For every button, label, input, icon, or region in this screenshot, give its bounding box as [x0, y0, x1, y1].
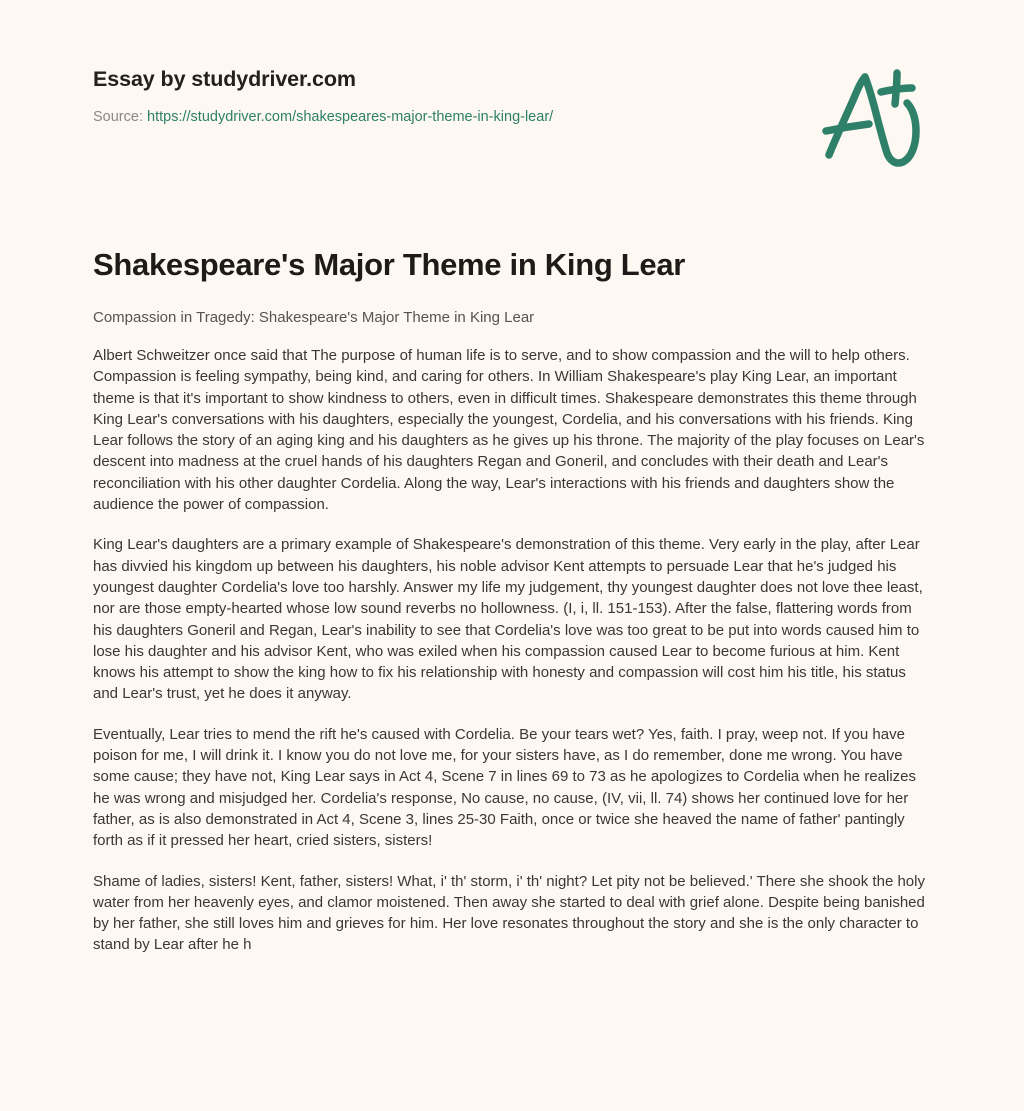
a-plus-logo-icon [812, 58, 930, 170]
article-paragraph: Albert Schweitzer once said that The purpose of human life is to serve, and to show compassion and the will to help others. Compassion is feeling sympathy, being kind, and caring for others. In William Shakespeare's play King Lear, an important theme is that it's important to show kindness to others, even in difficult times. Shakespeare demonstrates this theme through King Lear's conversations with his daughters, especially the youngest, Cordelia, and his conversations with his friends. King Lear follows the story of an aging king and his daughters as he gives up his throne. The majority of the play focuses on Lear's descent into madness at the cruel hands of his daughters Regan and Goneril, and concludes with their death and Lear's reconciliation with his other daughter Cordelia. Along the way, Lear's interactions with his friends and daughters show the audience the power of compassion. [93, 347, 925, 514]
article [93, 246, 933, 956]
brand-title: Essay by studydriver.com [93, 67, 356, 91]
source-line [93, 107, 793, 127]
page-header [0, 0, 1024, 200]
article-subtitle: Compassion in Tragedy: Shakespeare's Major Theme in King Lear [93, 309, 535, 326]
article-paragraph: Shame of ladies, sisters! Kent, father, sisters! What, i' th' storm, i' th' night? Let pity not be believed.' There she shook the holy water from her heavenly eyes, and clamor moistened. Then away she started to deal with grief alone. Despite being banished by her father, she still loves him and grieves for him. Her love resonates throughout the story and she is the only character to stand by Lear after he h [93, 872, 925, 954]
article-paragraph: King Lear's daughters are a primary example of Shakespeare's demonstration of this theme. Very early in the play, after Lear has divvied his kingdom up between his daughters, his noble advisor Kent attempts to persuade Lear that he's judged his youngest daughter Cordelia's love too harshly. Answer my life my judgement, thy youngest daughter does not love thee least, nor are those empty-hearted whose low sound reverbs no hollowness. (I, i, ll. 151-153). After the false, flattering words from his daughters Goneril and Regan, Lear's inability to see that Cordelia's love was too great to be put into words caused him to lose his daughter and his advisor Kent, who was exiled when his compassion caused Lear to become furious at him. Kent knows his attempt to show the king how to fix his relationship with honesty and compassion will cost him his title, his status and Lear's trust, yet he does it anyway. [93, 536, 923, 703]
source-url-link[interactable]: https://studydriver.com/shakespeares-major-theme-in-king-lear/ [147, 109, 554, 125]
page-title: Shakespeare's Major Theme in King Lear [93, 247, 686, 282]
brand-block [93, 66, 793, 127]
page-bottom-cutoff [0, 1096, 1024, 1111]
studydriver-logo [812, 58, 930, 170]
article-paragraph: Eventually, Lear tries to mend the rift he's caused with Cordelia. Be your tears wet? Yes, faith. I pray, weep not. If you have poison for me, I will drink it. I know you do not love me, for your sisters have, as I do remember, done me wrong. You have some cause; they have not, King Lear says in Act 4, Scene 7 in lines 69 to 73 as he apologizes to Cordelia when he realizes he was wrong and misjudged her. Cordelia's response, No cause, no cause, (IV, vii, ll. 74) shows her continued love for her father, as is also demonstrated in Act 4, Scene 3, lines 25-30 Faith, once or twice she heaved the name of father' pantingly forth as if it pressed her heart, cried sisters, sisters! [93, 725, 917, 850]
source-label: Source: [93, 109, 143, 125]
article-body [93, 329, 933, 956]
